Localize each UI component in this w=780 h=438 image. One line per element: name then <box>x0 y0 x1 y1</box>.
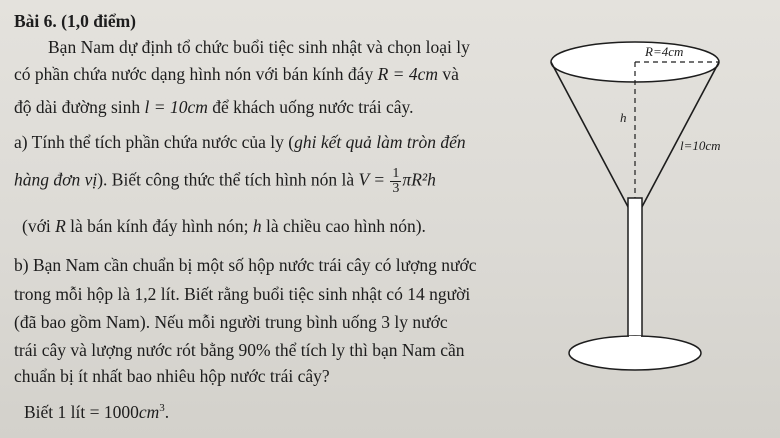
part-a-italic-2: hàng đơn vị <box>14 169 98 190</box>
symbol-R: R <box>55 216 66 236</box>
intro-line-3 <box>14 96 414 118</box>
radius-value: R = 4cm <box>377 64 438 84</box>
height-label: h <box>620 110 627 125</box>
part-b-line-4 <box>14 339 465 361</box>
part-a-italic-1: ghi kết quả làm tròn đến <box>294 132 466 152</box>
part-a-text-3c: là chiều cao hình nón). <box>261 216 426 236</box>
intro-line-1 <box>48 36 470 58</box>
note-text: Biết 1 lít = 1000 <box>24 401 139 422</box>
part-a-text-1: a) Tính thể tích phần chứa nước của ly ( <box>14 132 295 152</box>
intro-text-3a: độ dài đường sinh <box>14 97 145 117</box>
note-line <box>24 397 169 423</box>
part-b-text-4: trái cây và lượng nước rót bằng 90% thể tích ly thì bạn Nam cần <box>14 340 465 360</box>
intro-text-3b: để khách uống nước trái cây. <box>207 97 414 117</box>
part-a-line-3 <box>22 215 426 237</box>
part-a-text-3b: là bán kính đáy hình nón; <box>65 216 253 236</box>
stem-joint <box>629 336 641 342</box>
symbol-h: h <box>252 216 262 236</box>
cone-left-slant <box>551 62 635 220</box>
cocktail-glass-figure <box>540 30 780 375</box>
formula-rhs: πR²h <box>402 169 436 190</box>
part-b-text-2: trong mỗi hộp là 1,2 lít. Biết rằng buổi tiệc sinh nhật có 14 người <box>14 284 471 304</box>
part-b-text-3: (đã bao gồm Nam). Nếu mỗi người trung bình uống 3 ly nước <box>14 312 448 332</box>
intro-text-1: Bạn Nam dự định tổ chức buổi tiệc sinh nhật và chọn loại ly <box>48 37 470 57</box>
radius-label: R=4cm <box>645 44 684 59</box>
formula-numerator: 1 <box>392 166 400 181</box>
slant-value: l = 10cm <box>144 97 208 117</box>
part-a-text-3a: (với <box>22 216 56 236</box>
note-exponent: 3 <box>159 402 165 414</box>
intro-text-2a: có phần chứa nước dạng hình nón với bán kính đáy <box>14 64 378 84</box>
note-end: . <box>164 401 170 422</box>
part-b-line-1 <box>14 254 477 276</box>
formula-lhs: V = <box>358 169 390 190</box>
note-unit: cm <box>138 401 160 422</box>
problem-title <box>14 10 136 32</box>
part-b-text-1: b) Bạn Nam cần chuẩn bị một số hộp nước trái cây có lượng nước <box>14 255 477 275</box>
glass-stem <box>628 198 642 338</box>
part-a-text-2: ). Biết công thức thể tích hình nón là <box>97 169 359 190</box>
part-b-text-5: chuẩn bị ít nhất bao nhiêu hộp nước trái cây? <box>14 366 330 386</box>
formula-fraction <box>390 167 401 196</box>
part-b-line-3 <box>14 311 448 333</box>
part-a-line-2 <box>14 167 436 196</box>
intro-text-2b: và <box>437 64 459 84</box>
part-a-line-1 <box>14 131 466 153</box>
intro-line-2 <box>14 63 459 85</box>
part-b-line-2 <box>14 283 470 305</box>
slant-label: l=10cm <box>680 138 721 153</box>
part-b-line-5 <box>14 365 330 387</box>
formula-denominator: 3 <box>392 181 400 196</box>
problem-title-text: Bài 6. (1,0 điểm) <box>14 11 137 31</box>
